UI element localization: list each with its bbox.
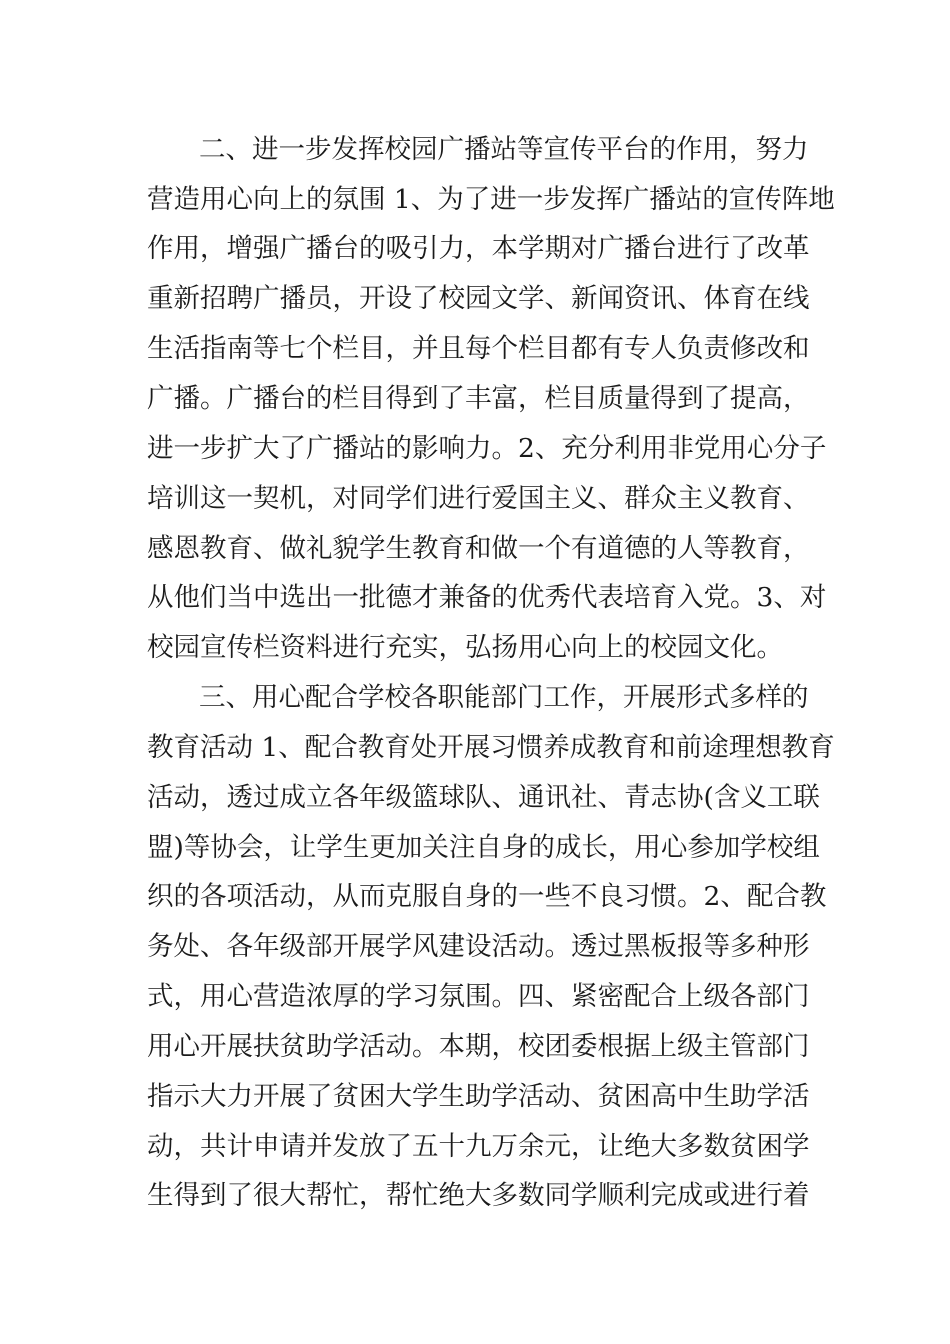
paragraph-3-line-4: 盟)等协会，让学生更加关注自身的成长，用心参加学校组 xyxy=(147,832,820,863)
paragraph-2-line-2: 营造用心向上的氛围 1、为了进一步发挥广播站的宣传阵地 xyxy=(147,184,835,215)
paragraph-2-line-5: 生活指南等七个栏目，并且每个栏目都有专人负责修改和 xyxy=(147,333,810,364)
paragraph-2-line-10: 从他们当中选出一批德才兼备的优秀代表培育入党。3、对 xyxy=(147,582,827,613)
paragraph-2-line-9: 感恩教育、做礼貌学生教育和做一个有道德的人等教育， xyxy=(147,533,810,564)
paragraph-2-line-8: 培训这一契机，对同学们进行爱国主义、群众主义教育、 xyxy=(147,483,810,514)
paragraph-3-line-9: 指示大力开展了贫困大学生助学活动、贫困高中生助学活 xyxy=(147,1081,810,1112)
paragraph-2-line-6: 广播。广播台的栏目得到了丰富，栏目质量得到了提高， xyxy=(147,383,810,414)
paragraph-3-line-11: 生得到了很大帮忙，帮忙绝大多数同学顺利完成或进行着 xyxy=(147,1180,810,1211)
paragraph-2-line-7: 进一步扩大了广播站的影响力。2、充分利用非党用心分子 xyxy=(147,433,827,464)
paragraph-3-line-8: 用心开展扶贫助学活动。本期，校团委根据上级主管部门 xyxy=(147,1031,810,1062)
paragraph-3-line-5: 织的各项活动，从而克服自身的一些不良习惯。2、配合教 xyxy=(147,881,827,912)
paragraph-2-line-3: 作用，增强广播台的吸引力，本学期对广播台进行了改革 xyxy=(147,233,810,264)
paragraph-3-line-3: 活动，透过成立各年级篮球队、通讯社、青志协(含义工联 xyxy=(147,782,820,813)
paragraph-3-line-1: 三、用心配合学校各职能部门工作，开展形式多样的 xyxy=(199,682,809,713)
paragraph-2-line-4: 重新招聘广播员，开设了校园文学、新闻资讯、体育在线 xyxy=(147,283,810,314)
paragraph-2-line-1: 二、进一步发挥校园广播站等宣传平台的作用，努力 xyxy=(199,134,809,165)
paragraph-3-line-2: 教育活动 1、配合教育处开展习惯养成教育和前途理想教育 xyxy=(147,732,835,763)
paragraph-3-line-10: 动，共计申请并发放了五十九万余元，让绝大多数贫困学 xyxy=(147,1131,810,1162)
paragraph-3-line-6: 务处、各年级部开展学风建设活动。透过黑板报等多种形 xyxy=(147,931,810,962)
paragraph-2-line-11: 校园宣传栏资料进行充实，弘扬用心向上的校园文化。 xyxy=(147,632,783,663)
paragraph-3-line-7: 式，用心营造浓厚的学习氛围。四、紧密配合上级各部门 xyxy=(147,981,810,1012)
